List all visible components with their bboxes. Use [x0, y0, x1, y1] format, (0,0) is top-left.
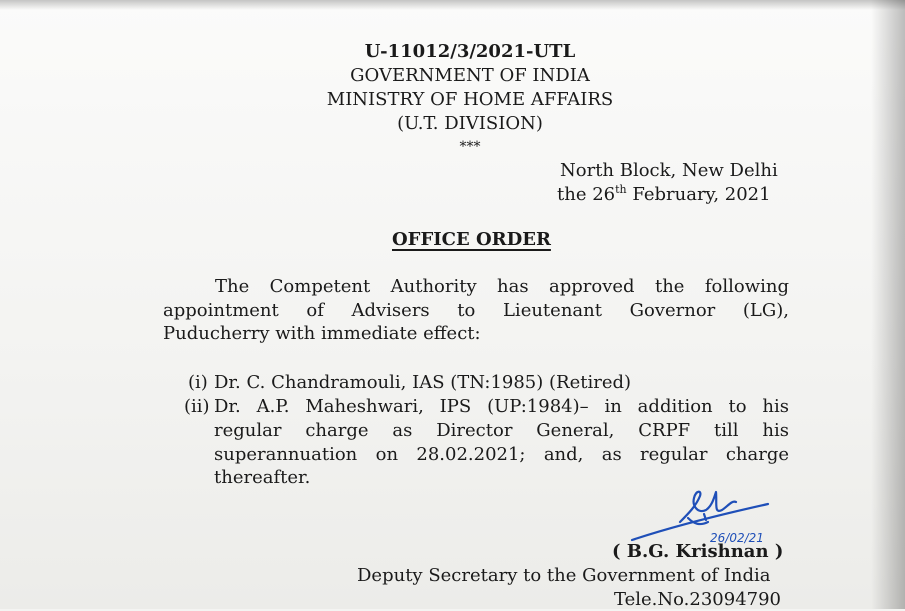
intro-line-3: Puducherry with immediate effect:: [163, 323, 481, 344]
scan-top-shadow: [0, 0, 905, 10]
item-i-line-1: Dr. C. Chandramouli, IAS (TN:1985) (Retired): [214, 372, 632, 393]
division-heading: (U.T. DIVISION): [397, 113, 543, 134]
item-ii-line-2: regular charge as Director General, CRPF till his: [214, 420, 789, 441]
date-prefix: the 26: [557, 184, 616, 205]
item-ii-line-4: thereafter.: [214, 467, 311, 488]
date-line: [557, 184, 771, 206]
date-ordinal-suffix: th: [615, 183, 627, 196]
item-marker-ii: (ii): [184, 396, 210, 417]
telephone-number: Tele.No.23094790: [614, 589, 782, 610]
office-order-title: OFFICE ORDER: [392, 229, 551, 250]
signatory-name: ( B.G. Krishnan ): [612, 541, 784, 562]
file-number: U-11012/3/2021-UTL: [364, 41, 576, 62]
item-ii-line-3: superannuation on 28.02.2021; and, as regular charge: [214, 444, 789, 465]
item-marker-i: (i): [188, 372, 208, 393]
date-rest: February, 2021: [626, 184, 771, 205]
scan-right-shadow: [871, 0, 905, 609]
header-separator: ***: [459, 139, 481, 155]
item-ii-line-1: Dr. A.P. Maheshwari, IPS (UP:1984)– in addition to his: [214, 396, 789, 417]
government-heading: GOVERNMENT OF INDIA: [350, 65, 590, 86]
signatory-designation: Deputy Secretary to the Government of India: [357, 565, 771, 586]
signature-date: 26/02/21: [710, 531, 764, 545]
place-line: North Block, New Delhi: [560, 160, 778, 181]
intro-line-2: appointment of Advisers to Lieutenant Governor (LG),: [163, 300, 789, 321]
intro-line-1: The Competent Authority has approved the following: [215, 276, 789, 297]
ministry-heading: MINISTRY OF HOME AFFAIRS: [326, 89, 614, 110]
